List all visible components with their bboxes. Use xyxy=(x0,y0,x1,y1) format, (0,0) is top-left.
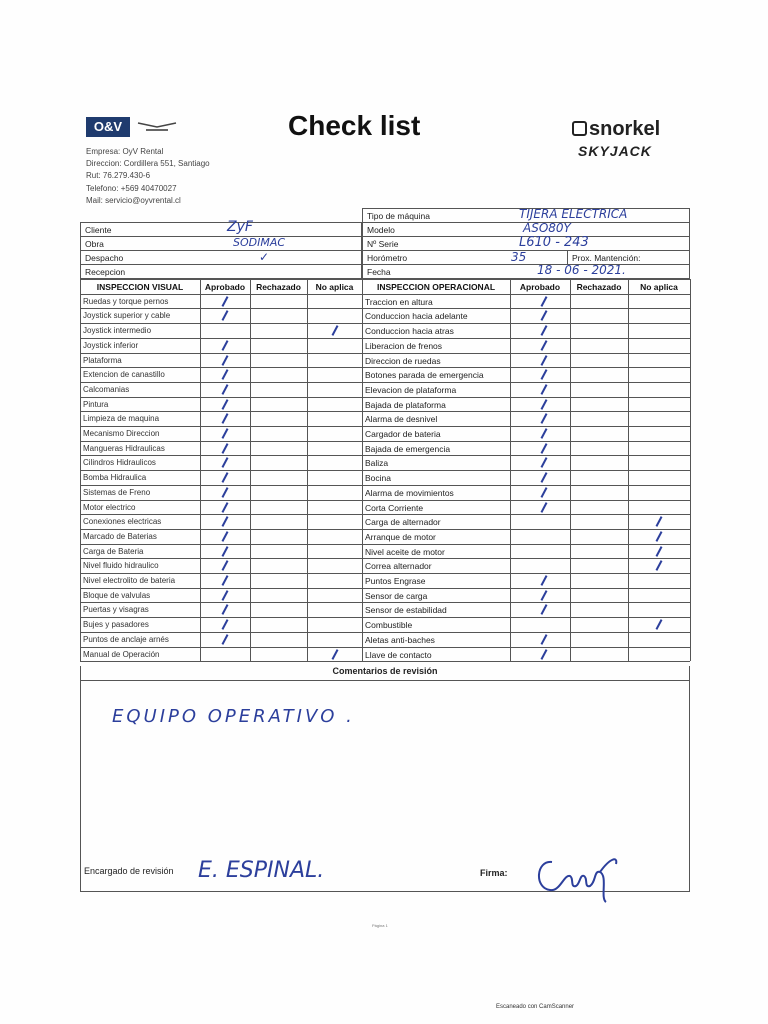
horometro-value: 35 xyxy=(511,250,527,264)
check-mark-icon xyxy=(656,546,663,557)
visual-row-label: Motor electrico xyxy=(83,502,136,512)
check-mark-icon xyxy=(332,649,339,660)
operational-row-label: Direccion de ruedas xyxy=(365,355,441,366)
operational-row-label: Alarma de movimientos xyxy=(365,487,454,498)
check-mark-icon xyxy=(541,384,548,395)
table-row-line xyxy=(80,558,690,559)
table-row-line xyxy=(80,308,690,309)
visual-row-label: Bujes y pasadores xyxy=(83,620,149,630)
check-mark-icon xyxy=(222,634,229,645)
table-row-line xyxy=(80,323,690,324)
check-mark-icon xyxy=(541,605,548,616)
table-row-line xyxy=(80,397,690,398)
check-mark-icon xyxy=(541,399,548,410)
table-row-line xyxy=(80,382,690,383)
serie-value: L610 - 243 xyxy=(519,235,589,250)
check-mark-icon xyxy=(656,531,663,542)
table-row-line xyxy=(80,544,690,545)
operational-row-label: Bajada de emergencia xyxy=(365,443,451,454)
operational-row-label: Combustible xyxy=(365,620,413,631)
info-row-recepcion: Recepcion xyxy=(80,264,362,279)
check-mark-icon xyxy=(222,428,229,439)
prox-mantencion-label: Prox. Mantención: xyxy=(572,253,641,263)
operational-row-label: Cargador de bateria xyxy=(365,429,441,439)
table-row-line xyxy=(80,294,690,295)
encargado-value: E. ESPINAL. xyxy=(198,858,325,883)
operational-row-label: Baliza xyxy=(365,458,389,469)
visual-row-label: Marcado de Baterias xyxy=(83,531,157,541)
operational-row-label: Carga de alternador xyxy=(365,517,441,528)
table-row-line xyxy=(80,338,690,339)
check-mark-icon xyxy=(222,546,229,557)
check-mark-icon xyxy=(222,399,229,410)
check-mark-icon xyxy=(222,531,229,542)
company-line: Direccion: Cordillera 551, Santiago xyxy=(86,159,210,169)
operational-row-label: Traccion en altura xyxy=(365,296,433,307)
snorkel-brand: snorkel xyxy=(572,118,660,141)
visual-row-label: Bloque de valvulas xyxy=(83,590,151,600)
table-row-line xyxy=(80,632,690,633)
visual-row-label: Extencion de canastillo xyxy=(83,370,165,380)
visual-row-label: Bomba Hidraulica xyxy=(83,473,147,483)
check-mark-icon xyxy=(222,516,229,527)
check-mark-icon xyxy=(222,384,229,395)
operational-row-label: Bajada de plataforma xyxy=(365,399,446,410)
check-mark-icon xyxy=(222,619,229,630)
visual-header-0: INSPECCION VISUAL xyxy=(96,282,184,292)
table-row-line xyxy=(80,426,690,427)
operational-row-label: Elevacion de plataforma xyxy=(365,384,457,395)
page-title: Check list xyxy=(288,110,421,141)
info-row-horometro: Horómetro 35 Prox. Mantención: xyxy=(362,250,690,265)
check-mark-icon xyxy=(541,458,548,469)
check-mark-icon xyxy=(541,590,548,601)
check-mark-icon xyxy=(541,325,548,336)
check-mark-icon xyxy=(222,487,229,498)
info-row-cliente: Cliente ZyF xyxy=(80,222,362,237)
visual-row-label: Nivel fluido hidraulico xyxy=(83,561,159,571)
operational-header-0: INSPECCION OPERACIONAL xyxy=(376,282,496,292)
table-row-line xyxy=(80,661,690,662)
secondary-logo-icon xyxy=(134,117,180,137)
check-mark-icon xyxy=(222,413,229,424)
table-row-line xyxy=(80,441,690,442)
visual-row-label: Plataforma xyxy=(83,355,122,365)
check-mark-icon xyxy=(541,502,548,513)
info-row-obra: Obra SODIMAC xyxy=(80,236,362,251)
operational-row-label: Correa alternador xyxy=(365,561,432,572)
check-mark-icon xyxy=(541,355,548,366)
company-line: Telefono: +569 40470027 xyxy=(86,183,177,193)
table-row-line xyxy=(80,617,690,618)
info-row-modelo: Modelo ASO80Y xyxy=(362,222,690,237)
check-mark-icon xyxy=(222,472,229,483)
check-mark-icon xyxy=(541,369,548,380)
operational-header-2: Rechazado xyxy=(576,282,622,292)
visual-row-label: Ruedas y torque pernos xyxy=(83,296,169,306)
check-mark-icon xyxy=(541,472,548,483)
check-mark-icon xyxy=(656,619,663,630)
check-mark-icon xyxy=(222,443,229,454)
skyjack-brand: SKYJACK xyxy=(578,143,652,159)
check-mark-icon xyxy=(222,590,229,601)
check-mark-icon xyxy=(222,575,229,586)
operational-row-label: Conduccion hacia adelante xyxy=(365,311,468,322)
scanner-footer: Escaneado con CamScanner xyxy=(496,1004,575,1010)
check-mark-icon xyxy=(656,516,663,527)
info-row-tipo: Tipo de máquina TIJERA ELECTRICA xyxy=(362,208,690,223)
operational-row-label: Conduccion hacia atras xyxy=(365,326,454,337)
visual-header-3: No aplica xyxy=(315,282,354,292)
operational-row-label: Nivel aceite de motor xyxy=(365,546,445,557)
encargado-label: Encargado de revisión xyxy=(84,866,174,876)
company-line: Mail: servicio@oyvrental.cl xyxy=(86,195,181,205)
visual-row-label: Joystick intermedio xyxy=(83,326,152,336)
operational-row-label: Arranque de motor xyxy=(365,531,436,542)
fecha-value: 18 - 06 - 2021. xyxy=(537,263,626,277)
check-mark-icon xyxy=(332,325,339,336)
check-mark-icon xyxy=(222,296,229,307)
modelo-value: ASO80Y xyxy=(523,221,571,235)
check-mark-icon xyxy=(541,296,548,307)
info-row-despacho: Despacho ✓ xyxy=(80,250,362,265)
check-mark-icon xyxy=(222,605,229,616)
check-mark-icon xyxy=(541,634,548,645)
check-mark-icon xyxy=(541,487,548,498)
check-mark-icon xyxy=(541,649,548,660)
operational-row-label: Llave de contacto xyxy=(365,649,432,660)
comments-divider xyxy=(80,680,690,681)
signature-icon xyxy=(530,848,622,904)
visual-row-label: Conexiones electricas xyxy=(83,517,162,527)
check-mark-icon xyxy=(541,443,548,454)
table-row-line xyxy=(80,470,690,471)
visual-row-label: Sistemas de Freno xyxy=(83,487,151,497)
comments-text: EQUIPO OPERATIVO . xyxy=(112,706,355,727)
visual-row-label: Cilindros Hidraulicos xyxy=(83,458,156,468)
visual-header-2: Rechazado xyxy=(256,282,301,292)
despacho-value: ✓ xyxy=(259,250,270,264)
operational-header-1: Aprobado xyxy=(519,282,561,292)
comments-left-border xyxy=(80,666,81,892)
info-row-fecha: Fecha 18 - 06 - 2021. xyxy=(362,264,690,279)
visual-row-label: Mecanismo Direccion xyxy=(83,429,160,438)
cliente-value: ZyF xyxy=(227,219,253,235)
tipo-value: TIJERA ELECTRICA xyxy=(519,207,628,221)
check-mark-icon xyxy=(222,355,229,366)
check-mark-icon xyxy=(541,340,548,351)
check-mark-icon xyxy=(222,458,229,469)
check-mark-icon xyxy=(656,560,663,571)
table-row-line xyxy=(80,588,690,589)
visual-row-label: Joystick superior y cable xyxy=(83,311,171,321)
check-mark-icon xyxy=(541,428,548,439)
table-row-line xyxy=(80,573,690,574)
operational-row-label: Sensor de carga xyxy=(365,590,428,601)
check-mark-icon xyxy=(222,369,229,380)
table-row-line xyxy=(80,485,690,486)
table-row-line xyxy=(80,367,690,368)
company-line: Rut: 76.279.430-6 xyxy=(86,171,151,181)
visual-row-label: Limpieza de maquina xyxy=(83,414,160,424)
visual-row-label: Nivel electrolito de bateria xyxy=(83,576,176,585)
table-row-line xyxy=(80,500,690,501)
company-line: Empresa: OyV Rental xyxy=(86,147,164,156)
operational-row-label: Puntos Engrase xyxy=(365,576,426,586)
check-mark-icon xyxy=(541,575,548,586)
table-column-line xyxy=(690,279,691,661)
table-row-line xyxy=(80,647,690,648)
visual-row-label: Manual de Operación xyxy=(83,649,160,659)
oyv-logo: O&V xyxy=(86,117,130,137)
info-row-serie: Nº Serie L610 - 243 xyxy=(362,236,690,251)
obra-value: SODIMAC xyxy=(233,236,286,249)
operational-row-label: Botones parada de emergencia xyxy=(365,370,484,381)
operational-row-label: Corta Corriente xyxy=(365,502,424,513)
visual-row-label: Puntos de anclaje arnés xyxy=(83,634,169,644)
check-mark-icon xyxy=(222,502,229,513)
visual-row-label: Puertas y visagras xyxy=(83,605,149,615)
visual-row-label: Calcomanias xyxy=(83,384,130,394)
comments-right-border xyxy=(689,666,690,892)
operational-row-label: Sensor de estabilidad xyxy=(365,605,447,616)
visual-row-label: Pintura xyxy=(83,399,109,409)
table-row-line xyxy=(80,529,690,530)
table-row-line xyxy=(80,455,690,456)
visual-row-label: Joystick inferior xyxy=(83,340,139,350)
check-mark-icon xyxy=(541,413,548,424)
page-number: Página 1 xyxy=(372,923,388,928)
check-mark-icon xyxy=(222,311,229,322)
check-mark-icon xyxy=(222,560,229,571)
operational-header-3: No aplica xyxy=(640,282,678,292)
firma-label: Firma: xyxy=(480,868,508,878)
operational-row-label: Bocina xyxy=(365,473,391,484)
visual-row-label: Carga de Bateria xyxy=(83,546,144,556)
visual-row-label: Mangueras Hidraulicas xyxy=(83,443,165,453)
check-mark-icon xyxy=(541,311,548,322)
table-row-line xyxy=(80,411,690,412)
table-row-line xyxy=(80,353,690,354)
table-row-line xyxy=(80,514,690,515)
operational-row-label: Aletas anti-baches xyxy=(365,634,435,645)
visual-header-1: Aprobado xyxy=(204,282,246,292)
operational-row-label: Liberacion de frenos xyxy=(365,340,443,351)
table-row-line xyxy=(80,279,690,280)
comments-header: Comentarios de revisión xyxy=(332,666,438,676)
operational-row-label: Alarma de desnivel xyxy=(365,414,438,425)
check-mark-icon xyxy=(222,340,229,351)
company-info xyxy=(86,146,210,207)
table-row-line xyxy=(80,602,690,603)
